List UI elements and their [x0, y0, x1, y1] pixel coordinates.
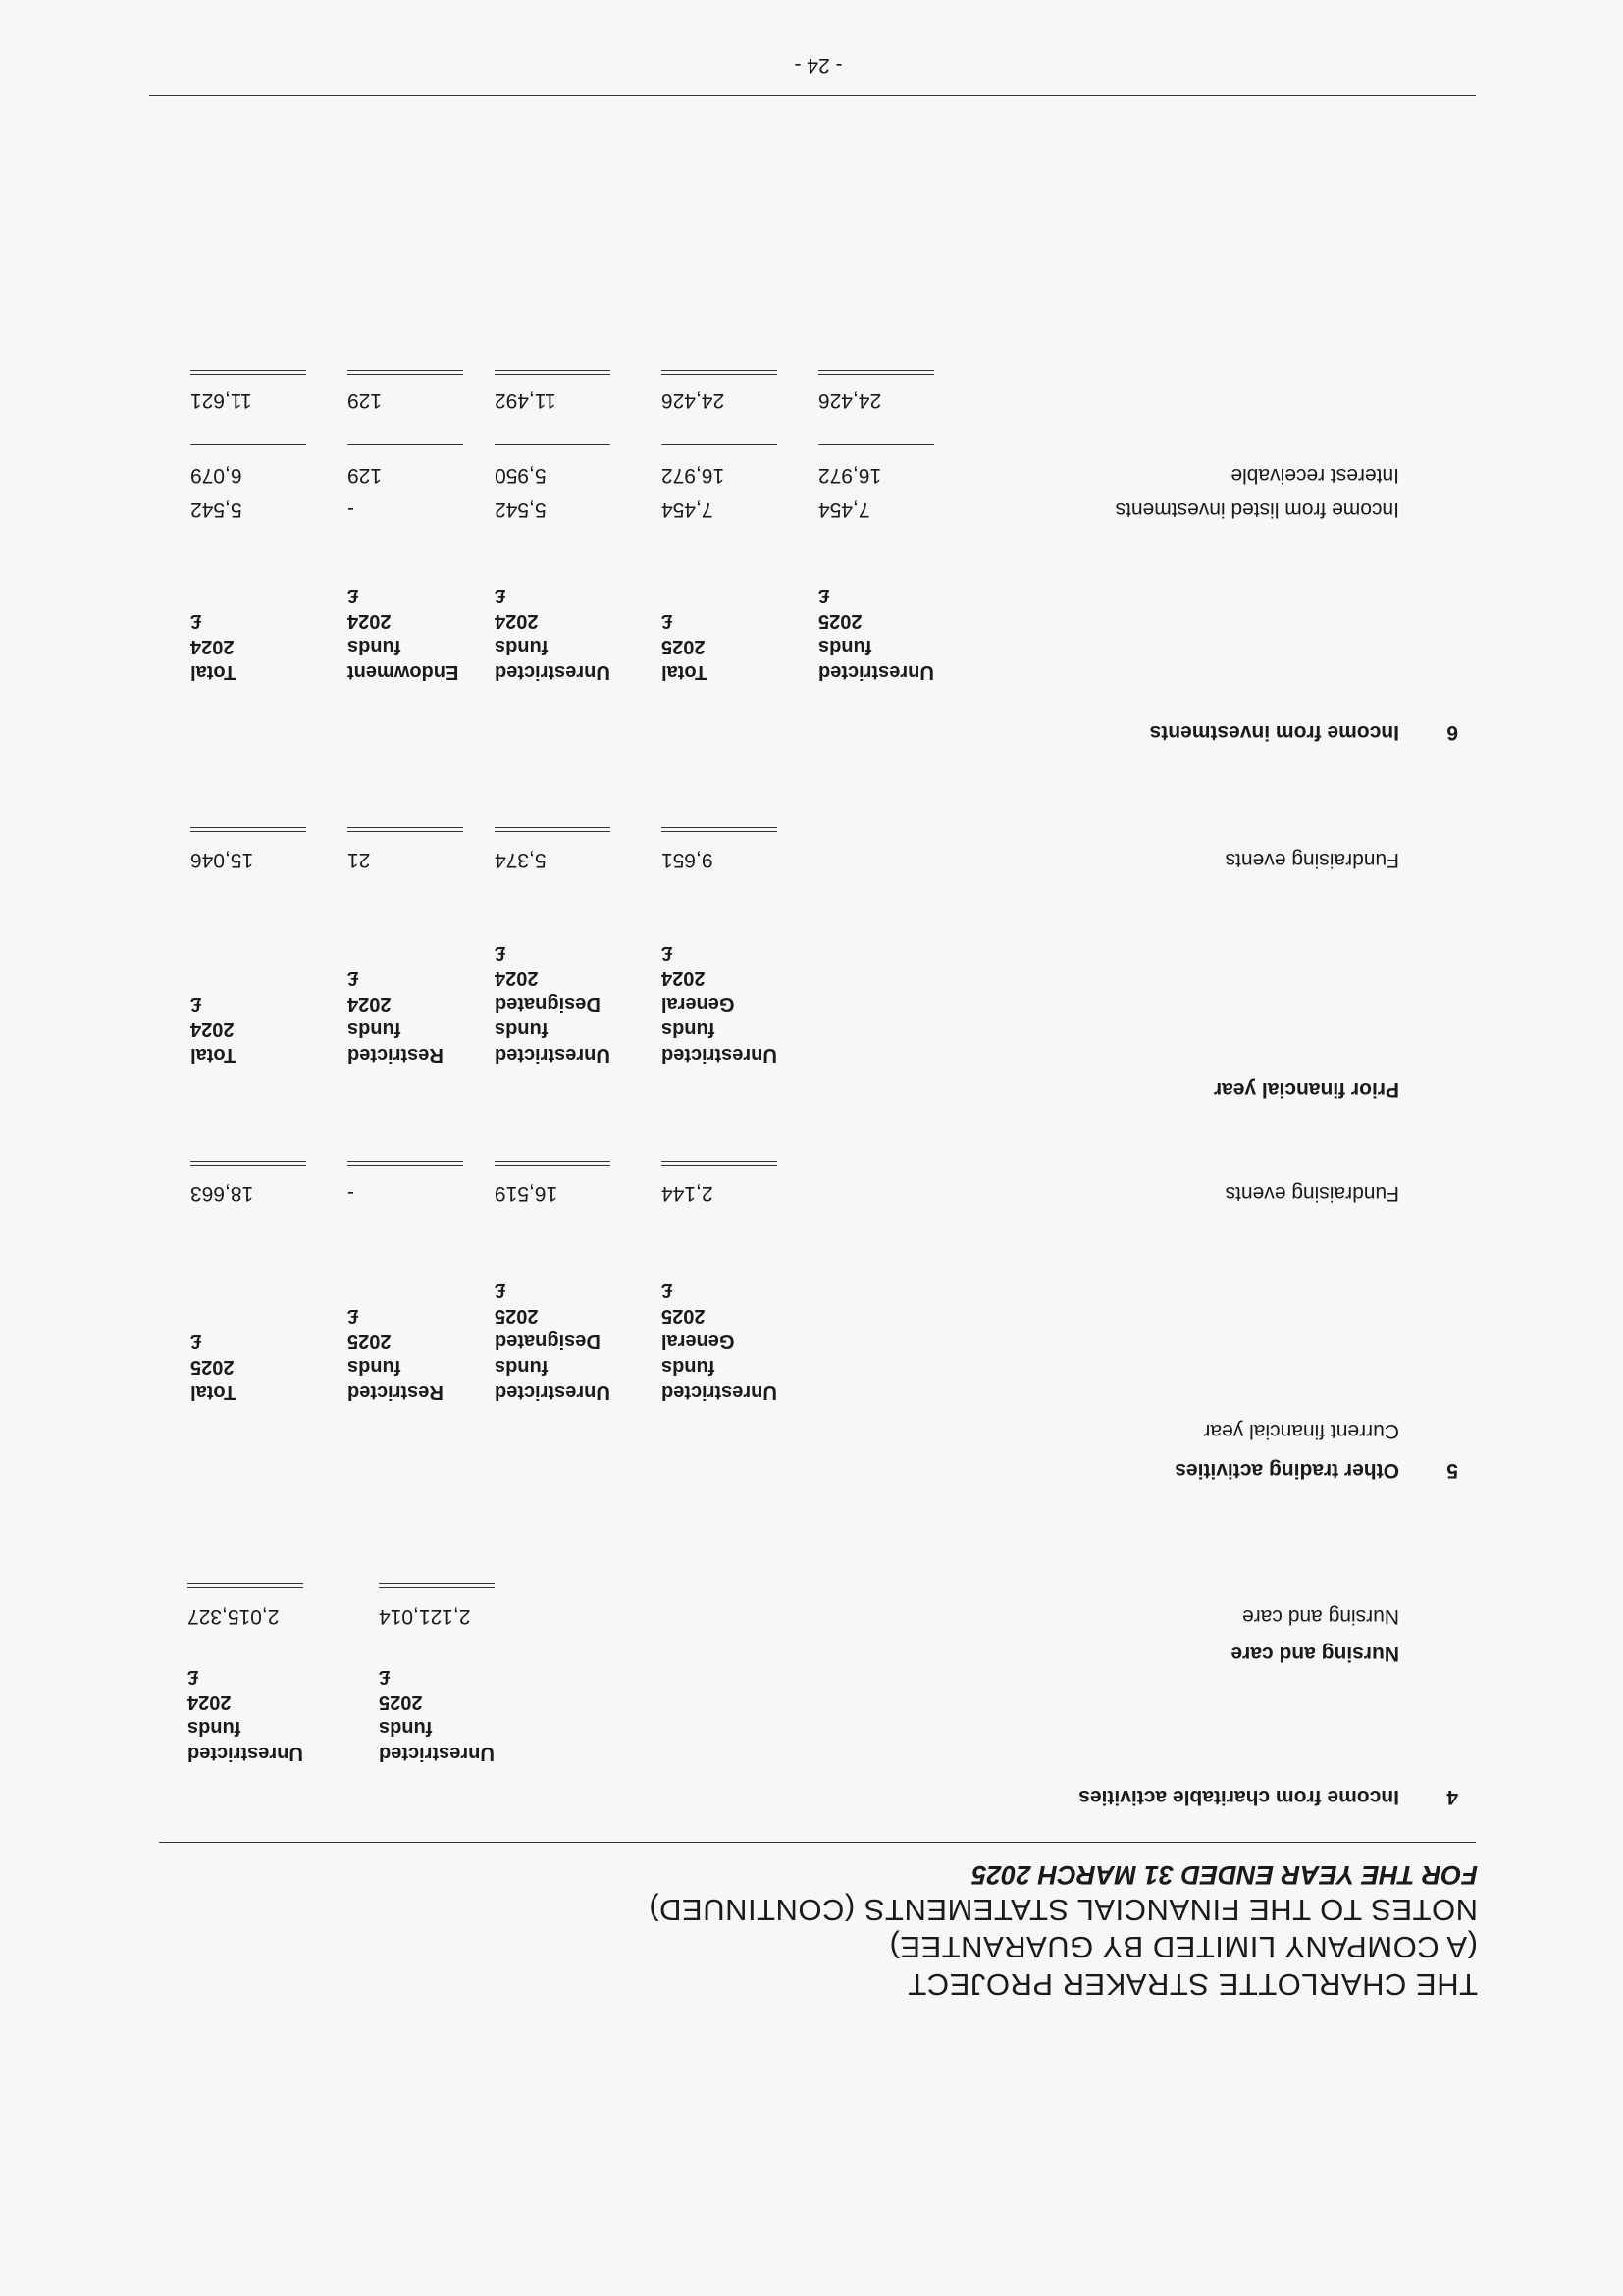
- company-type: (A COMPANY LIMITED BY GUARANTEE): [889, 1930, 1478, 1964]
- note5-prior-row-label: Fundraising events: [1225, 849, 1399, 871]
- note5-prior-value: 21: [347, 849, 371, 871]
- note6-col-header: Total 2025 £: [661, 610, 707, 683]
- note6-value: 5,542: [495, 498, 547, 521]
- note6-total: 11,621: [190, 390, 252, 412]
- note5-current-value: 18,663: [190, 1182, 254, 1205]
- note6-col-header: Total 2024 £: [190, 610, 236, 683]
- note5-title: Other trading activities: [1175, 1459, 1399, 1482]
- double-underline: [187, 1583, 303, 1588]
- note5-prior-col-header: Restricted funds 2024 £: [347, 967, 444, 1066]
- double-underline: [190, 370, 306, 375]
- note6-value: 7,454: [661, 498, 713, 521]
- note4-col-header: Unrestricted funds 2024 £: [187, 1666, 303, 1764]
- note6-number: 6: [1446, 721, 1458, 744]
- double-underline: [347, 827, 463, 832]
- double-underline: [495, 370, 610, 375]
- note6-value: 5,950: [495, 464, 547, 487]
- single-underline: [818, 444, 934, 445]
- note6-total: 129: [347, 390, 383, 412]
- note6-value: 5,542: [190, 498, 242, 521]
- note6-value: 6,079: [190, 464, 242, 487]
- company-name: THE CHARLOTTE STRAKER PROJECT: [907, 1967, 1478, 2002]
- note6-total: 24,426: [661, 390, 725, 412]
- note5-current-col-header: Total 2025 £: [190, 1331, 236, 1403]
- note4-number: 4: [1446, 1786, 1458, 1808]
- note6-col-header: Unrestricted funds 2024 £: [495, 585, 610, 683]
- note5-current-col-header: Unrestricted funds General 2025 £: [661, 1279, 777, 1403]
- note5-current-value: -: [347, 1182, 354, 1205]
- double-underline: [661, 827, 777, 832]
- note6-total: 24,426: [818, 390, 882, 412]
- single-underline: [495, 444, 610, 445]
- double-underline: [661, 370, 777, 375]
- note5-prior-col-header: Total 2024 £: [190, 993, 236, 1066]
- note5-prior-col-header: Unrestricted funds Designated 2024 £: [495, 942, 610, 1066]
- double-underline: [347, 1161, 463, 1166]
- note5-current-heading: Current financial year: [1203, 1420, 1399, 1442]
- note4-col-header: Unrestricted funds 2025 £: [379, 1666, 495, 1764]
- double-underline: [190, 827, 306, 832]
- page-number: - 24 -: [794, 54, 843, 77]
- double-underline: [190, 1161, 306, 1166]
- note6-col-header: Endowment funds 2024 £: [347, 585, 459, 683]
- single-underline: [190, 444, 306, 445]
- note5-current-col-header: Restricted funds 2025 £: [347, 1305, 444, 1403]
- single-underline: [661, 444, 777, 445]
- notes-title: NOTES TO THE FINANCIAL STATEMENTS (CONTINUED): [648, 1893, 1478, 1927]
- note6-col-header: Unrestricted funds 2025 £: [818, 585, 934, 683]
- note6-total: 11,492: [495, 390, 556, 412]
- double-underline: [495, 827, 610, 832]
- note5-prior-col-header: Unrestricted funds General 2024 £: [661, 942, 777, 1066]
- period-title: FOR THE YEAR ENDED 31 MARCH 2025: [971, 1860, 1478, 1890]
- footer-rule: [149, 95, 1476, 96]
- note4-subheading: Nursing and care: [1230, 1643, 1399, 1665]
- note6-value: 16,972: [818, 464, 882, 487]
- note5-prior-value: 9,651: [661, 849, 713, 871]
- double-underline: [661, 1161, 777, 1166]
- note5-current-value: 16,519: [495, 1182, 558, 1205]
- note4-value: 2,121,014: [379, 1605, 471, 1628]
- double-underline: [379, 1583, 495, 1588]
- note5-current-value: 2,144: [661, 1182, 713, 1205]
- note6-value: -: [347, 498, 354, 521]
- note5-prior-value: 15,046: [190, 849, 254, 871]
- note4-title: Income from charitable activities: [1078, 1786, 1399, 1808]
- note6-row-label: Interest receivable: [1230, 464, 1399, 487]
- note5-prior-heading: Prior financial year: [1213, 1078, 1399, 1101]
- header-rule: [159, 1842, 1476, 1843]
- note4-row-label: Nursing and care: [1242, 1605, 1399, 1628]
- note5-current-row-label: Fundraising events: [1225, 1182, 1399, 1205]
- note5-current-col-header: Unrestricted funds Designated 2025 £: [495, 1279, 610, 1403]
- note6-row-label: Income from listed investments: [1115, 498, 1399, 521]
- note5-number: 5: [1446, 1459, 1458, 1482]
- single-underline: [347, 444, 463, 445]
- note6-value: 16,972: [661, 464, 725, 487]
- note6-value: 129: [347, 464, 383, 487]
- note5-prior-value: 5,374: [495, 849, 547, 871]
- note6-title: Income from investments: [1149, 721, 1399, 744]
- double-underline: [818, 370, 934, 375]
- note4-value: 2,015,327: [187, 1605, 280, 1628]
- double-underline: [347, 370, 463, 375]
- note6-value: 7,454: [818, 498, 870, 521]
- double-underline: [495, 1161, 610, 1166]
